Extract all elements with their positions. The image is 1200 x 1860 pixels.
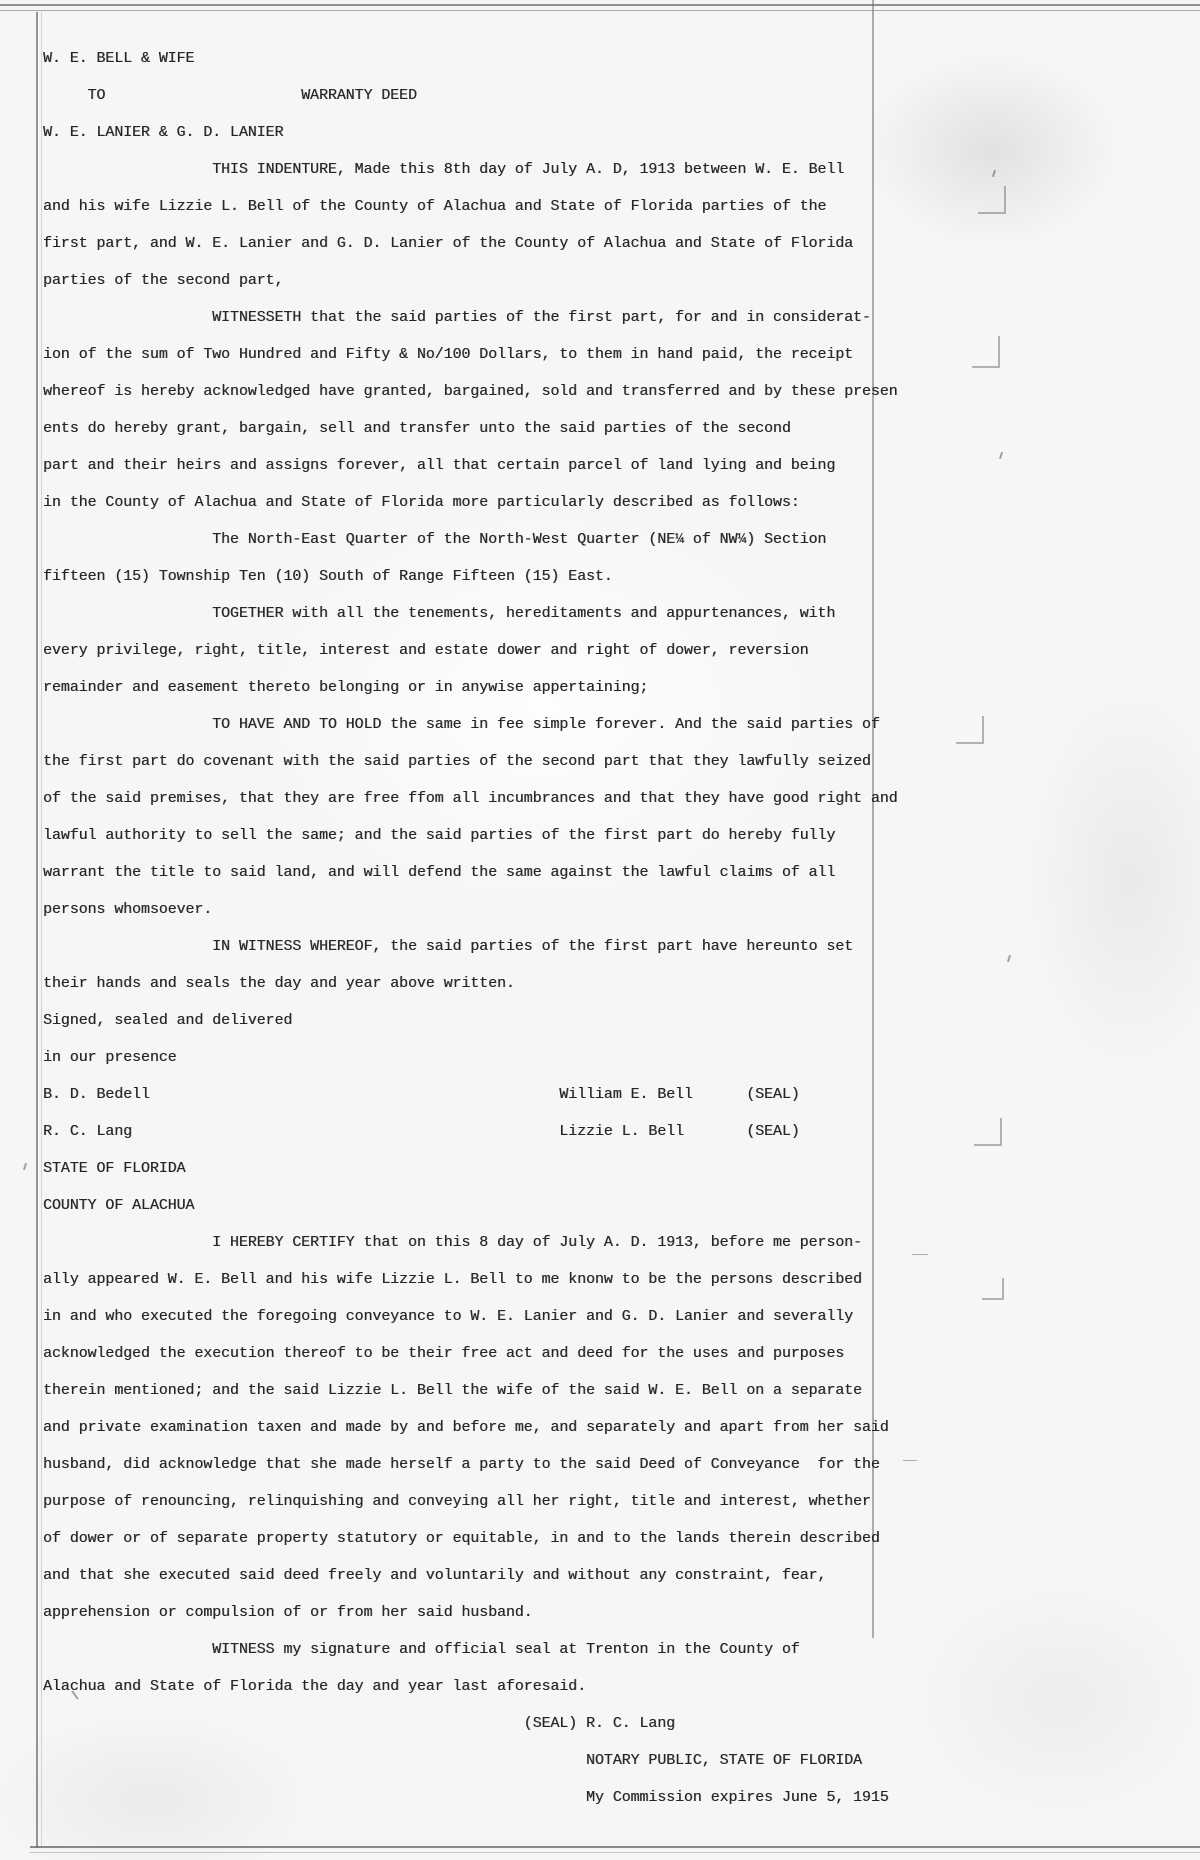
- document-line: in our presence: [43, 1049, 177, 1066]
- deed-document-body: [43, 40, 1193, 1816]
- document-line: purpose of renouncing, relinquishing and conveying all her right, title and interest, whether: [43, 1493, 871, 1510]
- top-rule-line-2: [0, 10, 1200, 11]
- document-line: R. C. Lang Lizzie L. Bell (SEAL): [43, 1123, 800, 1140]
- document-line: W. E. BELL & WIFE: [43, 50, 195, 67]
- document-line: fifteen (15) Township Ten (10) South of Range Fifteen (15) East.: [43, 568, 613, 585]
- document-line: their hands and seals the day and year above written.: [43, 975, 515, 992]
- scan-artifact-speck: [23, 1163, 27, 1170]
- document-line: My Commission expires June 5, 1915: [43, 1789, 889, 1806]
- document-line: and that she executed said deed freely and voluntarily and without any constraint, fear,: [43, 1567, 827, 1584]
- left-margin-rule-2: [41, 12, 42, 1848]
- section-indenture: [43, 151, 1193, 299]
- document-line: STATE OF FLORIDA: [43, 1160, 186, 1177]
- document-line: first part, and W. E. Lanier and G. D. Lanier of the County of Alachua and State of Florida: [43, 235, 854, 252]
- section-testimonium: [43, 928, 1193, 1002]
- section-witness-clause: [43, 1631, 1193, 1705]
- left-margin-rule: [36, 12, 38, 1848]
- document-line: THIS INDENTURE, Made this 8th day of July A. D, 1913 between W. E. Bell: [43, 161, 845, 178]
- document-line: husband, did acknowledge that she made herself a party to the said Deed of Conveyance for the: [43, 1456, 880, 1473]
- document-line: W. E. LANIER & G. D. LANIER: [43, 124, 284, 141]
- top-rule-line: [0, 4, 1200, 6]
- document-line: (SEAL) R. C. Lang: [43, 1715, 676, 1732]
- section-together: [43, 595, 1193, 706]
- document-line: WITNESS my signature and official seal at Trenton in the County of: [43, 1641, 800, 1658]
- bottom-rule-line: [30, 1846, 1200, 1848]
- document-line: every privilege, right, title, interest and estate dower and right of dower, reversion: [43, 642, 809, 659]
- document-line: Signed, sealed and delivered: [43, 1012, 293, 1029]
- document-line: parties of the second part,: [43, 272, 284, 289]
- section-acknowledgment: [43, 1224, 1193, 1631]
- section-notary: [43, 1705, 1193, 1816]
- document-line: ally appeared W. E. Bell and his wife Lizzie L. Bell to me knonw to be the persons described: [43, 1271, 862, 1288]
- document-line: therein mentioned; and the said Lizzie L. Bell the wife of the said W. E. Bell on a separate: [43, 1382, 862, 1399]
- document-line: and his wife Lizzie L. Bell of the County of Alachua and State of Florida parties of the: [43, 198, 827, 215]
- section-legal-description: [43, 521, 1193, 595]
- document-line: TO WARRANTY DEED: [43, 87, 417, 104]
- document-line: remainder and easement thereto belonging or in anywise appertaining;: [43, 679, 649, 696]
- document-line: acknowledged the execution thereof to be their free act and deed for the uses and purposes: [43, 1345, 845, 1362]
- document-line: I HEREBY CERTIFY that on this 8 day of July A. D. 1913, before me person-: [43, 1234, 862, 1251]
- section-attestation: [43, 1002, 1193, 1150]
- document-line: in the County of Alachua and State of Florida more particularly described as follows:: [43, 494, 800, 511]
- document-line: and private examination taxen and made by and before me, and separately and apart from her said: [43, 1419, 889, 1436]
- document-line: TOGETHER with all the tenements, hereditaments and appurtenances, with: [43, 605, 836, 622]
- bottom-rule-line-2: [30, 1852, 1200, 1853]
- section-caption: [43, 40, 1193, 151]
- document-line: apprehension or compulsion of or from her said husband.: [43, 1604, 533, 1621]
- document-line: COUNTY OF ALACHUA: [43, 1197, 195, 1214]
- section-habendum: [43, 706, 1193, 928]
- document-line: The North-East Quarter of the North-West Quarter (NE¼ of NW¼) Section: [43, 531, 827, 548]
- document-line: Alachua and State of Florida the day and year last aforesaid.: [43, 1678, 586, 1695]
- section-witnesseth: [43, 299, 1193, 521]
- document-line: persons whomsoever.: [43, 901, 213, 918]
- document-line: lawful authority to sell the same; and the said parties of the first part do hereby fully: [43, 827, 836, 844]
- section-venue: [43, 1150, 1193, 1224]
- document-line: NOTARY PUBLIC, STATE OF FLORIDA: [43, 1752, 862, 1769]
- document-line: of the said premises, that they are free ffom all incumbrances and that they have good right and: [43, 790, 898, 807]
- document-line: ents do hereby grant, bargain, sell and transfer unto the said parties of the second: [43, 420, 791, 437]
- document-line: of dower or of separate property statutory or equitable, in and to the lands therein described: [43, 1530, 880, 1547]
- document-line: in and who executed the foregoing conveyance to W. E. Lanier and G. D. Lanier and severally: [43, 1308, 854, 1325]
- document-line: WITNESSETH that the said parties of the first part, for and in considerat-: [43, 309, 871, 326]
- document-line: B. D. Bedell William E. Bell (SEAL): [43, 1086, 800, 1103]
- document-line: TO HAVE AND TO HOLD the same in fee simple forever. And the said parties of: [43, 716, 880, 733]
- document-line: IN WITNESS WHEREOF, the said parties of the first part have hereunto set: [43, 938, 854, 955]
- document-line: part and their heirs and assigns forever, all that certain parcel of land lying and being: [43, 457, 836, 474]
- document-line: the first part do covenant with the said parties of the second part that they lawfully seized: [43, 753, 871, 770]
- document-line: warrant the title to said land, and will defend the same against the lawful claims of all: [43, 864, 836, 881]
- document-line: whereof is hereby acknowledged have granted, bargained, sold and transferred and by these presen: [43, 383, 898, 400]
- document-line: ion of the sum of Two Hundred and Fifty & No/100 Dollars, to them in hand paid, the receipt: [43, 346, 854, 363]
